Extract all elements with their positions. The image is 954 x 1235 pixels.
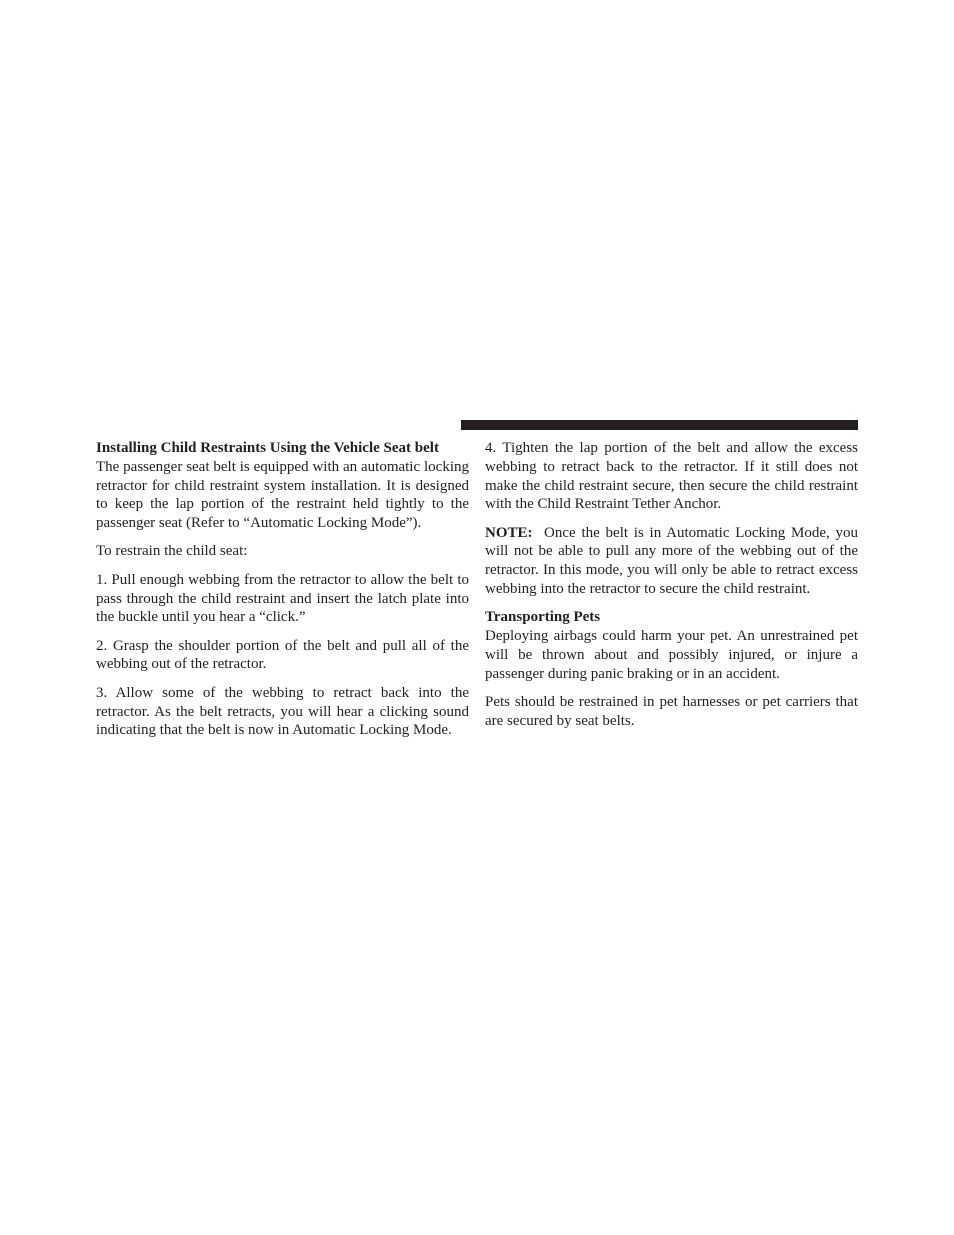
section-heading-child-restraints: Installing Child Restraints Using the Vehicle Seat belt [96,440,439,456]
note-label: NOTE: [485,524,533,541]
step-4: 4. Tighten the lap portion of the belt and allow the excess webbing to retract back to the retractor. If it still does not make the child restraint secure, then secure the child restraint with the Child Restraint Tether Anchor. [485,440,858,513]
intro-paragraph: The passenger seat belt is equipped with an automatic locking retractor for child restraint system installation. It is designed to keep the lap portion of the restraint held tightly to the passenger seat (Refer to “Automatic Locking Mode”). [96,458,469,532]
pets-paragraph-2: Pets should be restrained in pet harnesses or pet carriers that are secured by seat belts. [485,694,858,729]
step-2: 2. Grasp the shoulder portion of the belt and pull all of the webbing out of the retractor. [96,637,469,673]
note-paragraph [485,524,858,599]
pets-paragraph-1: Deploying airbags could harm your pet. An unrestrained pet will be thrown about and possibly injured, or injure a passenger during panic braking or in an accident. [485,628,858,682]
step-3: 3. Allow some of the webbing to retract back into the retractor. As the belt retracts, you will hear a clicking sound indicating that the belt is now in Automatic Locking Mode. [96,684,469,739]
section-heading-pets: Transporting Pets [485,609,601,626]
left-column [96,439,469,750]
right-column [485,439,858,740]
section-header-rule [461,420,858,430]
note-text: Once the belt is in Automatic Locking Mode, you will not be able to pull any more of the webbing out of the retractor. In this mode, you will only be able to retract excess webbing into the retractor to secure the child restraint. [485,524,858,598]
lead-paragraph: To restrain the child seat: [96,543,248,560]
step-1: 1. Pull enough webbing from the retractor to allow the belt to pass through the child restraint and insert the latch plate into the buckle until you hear a “click.” [96,571,469,626]
